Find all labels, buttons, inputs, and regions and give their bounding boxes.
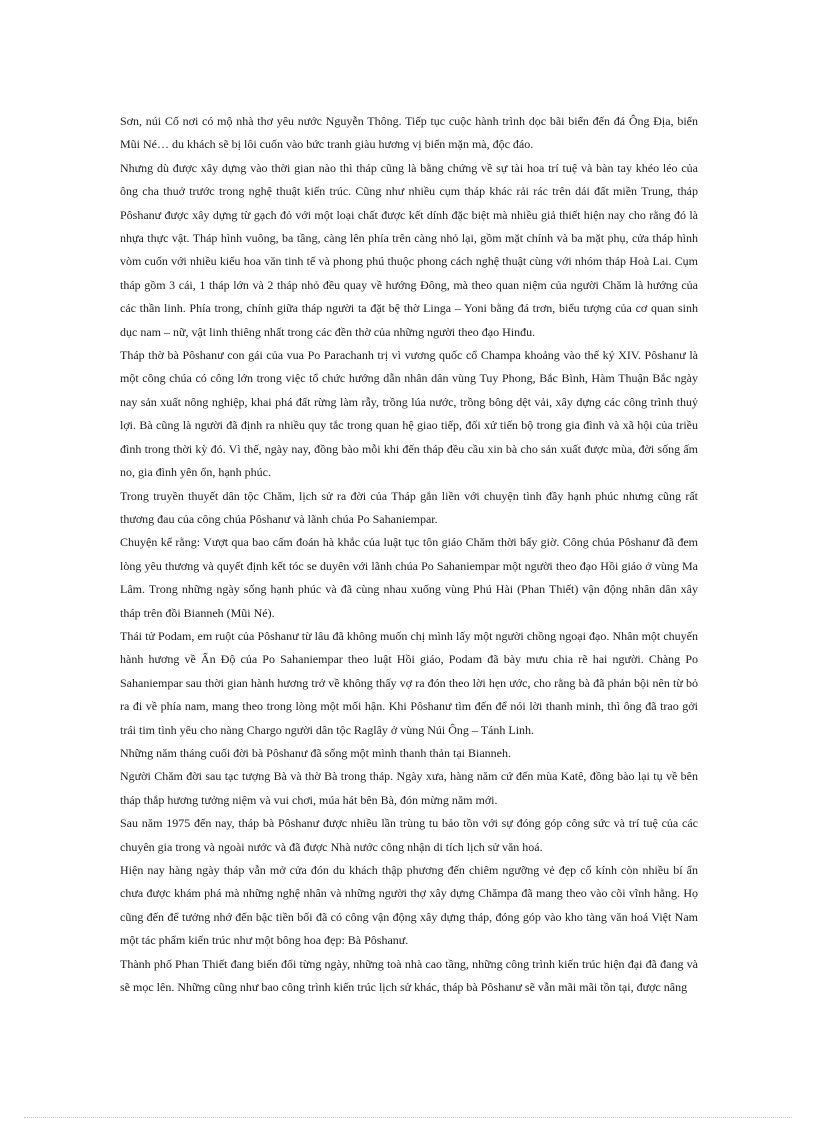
paragraph-9: Sau năm 1975 đến nay, tháp bà Pôshanư được nhiều lần trùng tu bảo tồn với sự đóng góp công sức và trí tuệ của các chuyên gia trong và ngoài nước và đã được Nhà nước công nhận di tích lịch sử văn hoá. <box>120 816 698 854</box>
paragraph-5: Chuyện kể rằng: Vượt qua bao cấm đoán hà khắc của luật tục tôn giáo Chăm thời bấy giờ. Công chúa Pôshanư đã đem lòng yêu thương và quyết định kết tóc se duyên với lãnh chúa Po Sahaniempar một người theo đạo Hồi giáo ở vùng Ma Lâm. Trong những ngày sống hạnh phúc và đã cùng nhau xuống vùng Phú Hài (Phan Thiết) vận động nhân dân xây tháp trên đồi Bianneh (Mũi Né). <box>120 535 698 620</box>
paragraph-6: Thái tử Podam, em ruột của Pôshanư từ lâu đã không muốn chị mình lấy một người chồng ngoại đạo. Nhân một chuyến hành hương về Ấn Độ của Po Sahaniempar theo luật Hồi giáo, Podam đã bày mưu chia rẽ hai người. Chàng Po Sahaniempar sau thời gian hành hương trở về không thấy vợ ra đón theo lời hẹn ước, cho rằng bà đã phản bội nên từ bỏ ra đi về phía nam, mang theo trong lòng một mối hận. Khi Pôshanư tìm đến để nói lời thanh minh, thì ông đã trao gởi trái tim tình yêu cho nàng Chargo người dân tộc Raglây ở vùng Núi Ông – Tánh Linh. <box>120 628 698 737</box>
paragraph-11: Thành phố Phan Thiết đang biến đổi từng ngày, những toà nhà cao tầng, những công trình kiến trúc hiện đại đã đang và sẽ mọc lên. Những cũng như bao công trình kiến trúc lịch sử khác, tháp bà Pôshanư sẽ vẫn mãi mãi tồn tại, được nâng <box>120 956 698 995</box>
paragraph-7: Những năm tháng cuối đời bà Pôshanư đã sống một mình thanh thản tại Bianneh. <box>120 745 511 760</box>
paragraph-3: Tháp thờ bà Pôshanư con gái của vua Po Parachanh trị vì vương quốc cổ Champa khoảng vào thế kỷ XIV. Pôshanư là một công chúa có công lớn trong việc tổ chức hướng dẫn nhân dân vùng Tuy Phong, Bắc Bình, Hàm Thuận Bắc ngày nay sản xuất nông nghiệp, khai phá đất rừng làm rẫy, trồng lúa nước, trồng bông dệt vải, xây dựng các công trình thuỷ lợi. Bà cũng là người đã định ra nhiều quy tắc trong quan hệ giao tiếp, đối xử tiến bộ trong gia đình và xã hội của triều đình trong thời kỳ đó. Vì thế, ngày nay, đồng bào mỗi khi đến tháp đều cầu xin bà cho sản xuất được mùa, đời sống ấm no, gia đình yên ổn, hạnh phúc. <box>120 348 698 480</box>
paragraph-10: Hiện nay hàng ngày tháp vẫn mở cửa đón du khách thập phương đến chiêm ngưỡng vẻ đẹp cổ kính còn nhiều bí ẩn chưa được khám phá mà những nghệ nhân và những người thợ xây dựng Chămpa đã mang theo vào cõi vĩnh hằng. Họ cũng đến để tưởng nhớ đến bậc tiền bối đã có công vận động xây dựng tháp, đóng góp vào kho tàng văn hoá Việt Nam một tác phẩm kiến trúc như một bông hoa đẹp: Bà Pôshanư. <box>120 863 698 948</box>
paragraph-8: Người Chăm đời sau tạc tượng Bà và thờ Bà trong tháp. Ngày xưa, hàng năm cứ đến mùa Katê, đồng bào lại tụ về bên tháp thắp hương tưởng niệm và vui chơi, múa hát bên Bà, đón mừng năm mới. <box>120 769 698 807</box>
document-body <box>120 110 698 999</box>
page-bottom-divider <box>24 1117 792 1118</box>
paragraph-2: Nhưng dù được xây dựng vào thời gian nào thì tháp cũng là bằng chứng về sự tài hoa trí tuệ và bàn tay khéo léo của ông cha thuở trước trong nghệ thuật kiến trúc. Cũng như nhiều cụm tháp khác rải rác trên dải đất miền Trung, tháp Pôshanư được xây dựng từ gạch đỏ với một loại chất được kết dính đặc biệt mà nhiều giả thiết hiện nay cho rằng đó là nhựa thực vật. Tháp hình vuông, ba tầng, càng lên phía trên càng nhỏ lại, gồm mặt chính và ba mặt phụ, cửa tháp hình vòm cuốn với nhiều kiểu hoa văn tinh tế và phong phú thuộc phong cách nghệ thuật cùng với nhóm tháp Hoà Lai. Cụm tháp gồm 3 cái, 1 tháp lớn và 2 tháp nhỏ đều quay về hướng Đông, mà theo quan niệm của người Chăm là hướng của các thần linh. Phía trong, chính giữa tháp người ta đặt bệ thờ Linga – Yoni bằng đá trơn, biểu tượng của cơ quan sinh dục nam – nữ, vật linh thiêng nhất trong các đền thờ của những người theo đạo Hinđu. <box>120 160 698 339</box>
paragraph-1: Sơn, núi Cố nơi có mộ nhà thơ yêu nước Nguyễn Thông. Tiếp tục cuộc hành trình dọc bãi biển đến đá Ông Địa, biển Mũi Né… du khách sẽ bị lôi cuốn vào bức tranh giàu hương vị biển mặn mà, độc đáo. <box>120 114 698 152</box>
paragraph-4: Trong truyền thuyết dân tộc Chăm, lịch sử ra đời của Tháp gắn liền với chuyện tình đầy hạnh phúc nhưng cũng rất thương đau của công chúa Pôshanư và lãnh chúa Po Sahaniempar. <box>120 488 698 526</box>
